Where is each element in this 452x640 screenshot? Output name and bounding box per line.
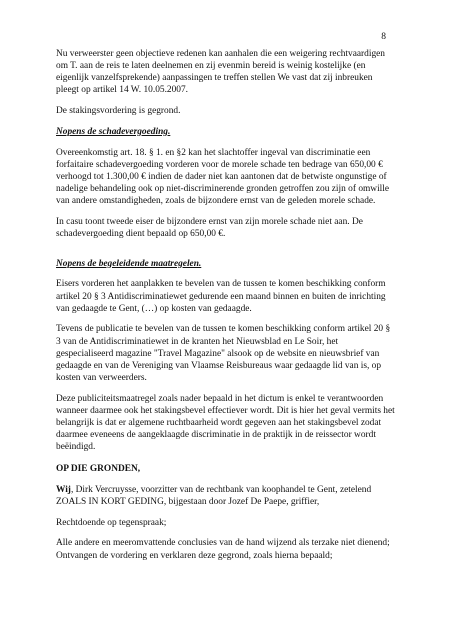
paragraph-judge-we: Wij	[56, 484, 71, 495]
paragraph-damages-law: Overeenkomstig art. 18. § 1. en §2 kan het slachtoffer ingeval van discriminatie een forfaitaire schadevergoeding vorderen voor de morele schade ten bedrage van 650,00 € verhoogd tot 1.300,00 € indien de dader niet kan aantonen dat de betwiste ongunstige of nadelige behandeling ook op niet-discriminerende gronden getroffen zou zijn of omwille van andere omstandigheden, zoals de bijzondere ernst van de geleden morele schade.	[56, 147, 390, 206]
paragraph-posting-request: Eisers vorderen het aanplakken te bevelen van de tussen te komen beschikking conform artikel 20 § 3 Antidiscriminatiewet gedurende een maand binnen en buiten de inrichting van gedaagde te Gent, (…) op kosten van gedaagde.	[56, 279, 386, 314]
paragraph-damages-amount: In casu toont tweede eiser de bijzondere ernst van zijn morele schade niet aan. De schadevergoeding dient bepaald op 650,00 €.	[56, 216, 363, 239]
paragraph-publicity-measure: Deze publiciteitsmaatregel zoals nader bepaald in het dictum is enkel te verantwoorden wanneer daarmee ook het stakingsbevel effectiever wordt. Dit is hier het geval vermits het belangrijk is dat er algemene ruchtbaarheid wordt gegeven aan het stakingsbevel zodat daarmee eveneens de aangeklaagde discriminatie in de praktijk in de reissector wordt beëindigd.	[56, 393, 395, 452]
paragraph-adversarial: Rechtdoende op tegenspraak;	[56, 517, 167, 528]
paragraph-accept-claim: Ontvangen de vordering en verklaren deze gegrond, zoals hierna bepaald;	[56, 550, 333, 561]
paragraph-judge-text: , Dirk Vercruysse, voorzitter van de rechtbank van koophandel te Gent, zetelend ZOALS IN KORT GEDING, bijgestaan door Jozef De Paepe, griffier,	[56, 484, 372, 507]
paragraph-judge	[56, 484, 396, 508]
paragraph-conclusion-discrimination: Nu verweerster geen objectieve redenen kan aanhalen die een weigering rechtvaardigen om T. aan de reis te laten deelnemen en zij evenmin bereid is weinig kostelijke (en eigenlijk vanzelfsprekende) aanpassingen te treffen stellen We vast dat zij inbreuken pleegt op artikel 14 W. 10.05.2007.	[56, 49, 385, 96]
heading-damages: Nopens de schadevergoeding.	[56, 126, 171, 137]
heading-accompanying-measures: Nopens de begeleidende maatregelen.	[56, 258, 202, 269]
paragraph-claim-founded: De stakingsvordering is gegrond.	[56, 106, 181, 117]
heading-on-these-grounds: OP DIE GRONDEN,	[56, 464, 141, 475]
paragraph-publication-request: Tevens de publicatie te bevelen van de tussen te komen beschikking conform artikel 20 § 3 van de Antidiscriminatiewet in de kranten het Nieuwsblad en Le Soir, het gespecialiseerd magazine "Travel Magazine" alsook op de website en nieuwsbrief van gedaagde en van de Vereniging van Vlaamse Reisbureaus waar gedaagde lid van is, op kosten van verweerders.	[56, 324, 391, 383]
paragraph-dismiss-other: Alle andere en meeromvattende conclusies van de hand wijzend als terzake niet dienend;	[56, 538, 390, 549]
page-number: 8	[381, 32, 386, 42]
document-body	[56, 48, 396, 562]
